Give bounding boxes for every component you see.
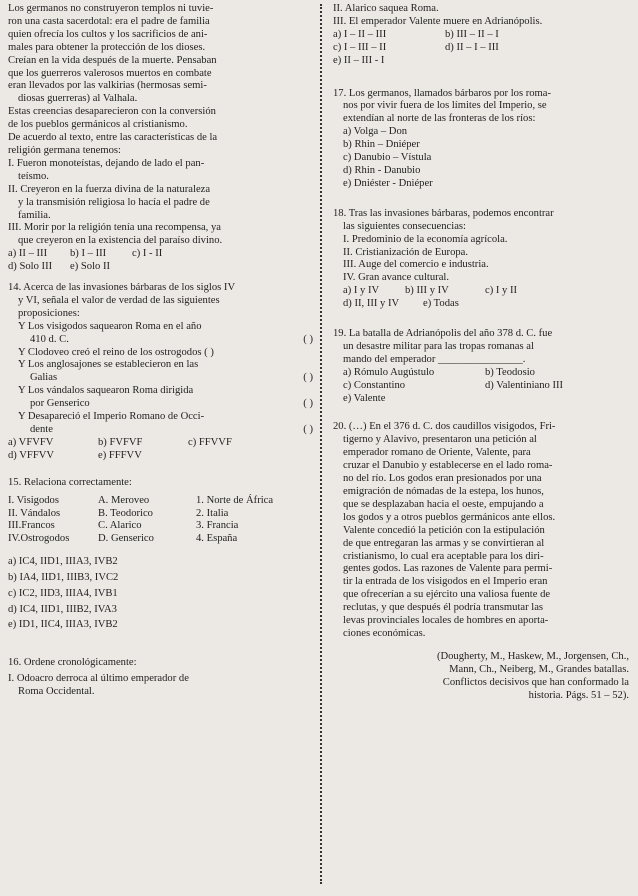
item-line: I. Fueron monoteístas, dejando de lado el pan- bbox=[8, 157, 205, 169]
text-line: emigración de nómadas de la estepa, los hunos, bbox=[343, 486, 544, 497]
question-title: 16. Ordene cronológicamente: bbox=[8, 657, 137, 669]
left-column bbox=[8, 3, 313, 699]
answer-option[interactable]: e) ID1, IIC4, IIIA3, IVB2 bbox=[8, 619, 118, 631]
answer-option[interactable]: b) I – III bbox=[70, 248, 107, 260]
q13-items bbox=[8, 158, 313, 248]
text-line: Creían en la vida después de la muerte. Pensaban bbox=[8, 54, 217, 66]
match-cell: 2. Italia bbox=[196, 507, 229, 519]
question-stem: mando del emperador ________________. bbox=[343, 353, 526, 365]
item-line: III. El emperador Valente muere en Adrianópolis. bbox=[333, 15, 543, 27]
item-line: II. Cristianización de Europa. bbox=[343, 246, 469, 258]
citation bbox=[333, 651, 629, 703]
proposition: Y Los visigodos saquearon Roma en el año bbox=[18, 320, 202, 332]
text-line: que los guerreros valerosos muertos en combate bbox=[8, 67, 212, 79]
answer-option[interactable]: e) II – III - I bbox=[333, 54, 385, 66]
proposition-cont bbox=[8, 372, 313, 385]
q16-options-row3 bbox=[333, 55, 629, 68]
answer-option[interactable]: b) III y IV bbox=[405, 285, 449, 297]
column-separator bbox=[320, 4, 322, 884]
text-line: gentes godos. Las razones de Valente para permi- bbox=[343, 563, 553, 575]
question-17 bbox=[333, 88, 629, 191]
answer-option[interactable]: a) Rómulo Augústulo bbox=[343, 366, 435, 378]
answer-option[interactable]: b) Teodosio bbox=[485, 366, 535, 378]
match-cell: 3. Francia bbox=[196, 520, 239, 532]
text-line: eran llevados por las valkirias (hermosas semi- bbox=[8, 80, 207, 92]
answer-option[interactable]: d) II, III y IV bbox=[343, 298, 400, 310]
proposition-text: dente bbox=[30, 424, 53, 435]
text-line: emperador romano de Oriente, Valente, para bbox=[343, 447, 531, 459]
answer-option[interactable]: d) Solo III bbox=[8, 261, 53, 273]
match-row bbox=[8, 520, 313, 533]
text-line: tigerno y Alavivo, presentaron una petición al bbox=[343, 434, 537, 446]
text-line: Valente concedió la petición con la estipulación bbox=[343, 524, 545, 536]
q13-options bbox=[8, 248, 313, 261]
q18-options-row2 bbox=[333, 298, 629, 311]
q14-options-row2 bbox=[8, 450, 313, 463]
question-stem: y VI, señala el valor de verdad de las siguientes bbox=[18, 294, 220, 306]
text-line: quien ofrecía los cultos y los sacrificios de ani- bbox=[8, 28, 208, 40]
text-line: cruzar el Danubio y establecerse en el lado roma- bbox=[343, 460, 553, 472]
item-line: I. Odoacro derroca al último emperador de bbox=[8, 673, 189, 685]
question-stem: 19. La batalla de Adrianópolis del año 378 d. C. fue bbox=[333, 328, 553, 340]
question-title: 15. Relaciona correctamente: bbox=[8, 476, 132, 488]
text-line: no del río. Los godos eran presionados por una bbox=[343, 473, 542, 485]
q19-options-row2 bbox=[333, 380, 629, 393]
item-line: que creyeron en la existencia del paraíso divino. bbox=[18, 235, 223, 247]
answer-option[interactable]: b) III – II – I bbox=[445, 28, 499, 40]
item-line: III. Morir por la religión tenía una recompensa, ya bbox=[8, 222, 221, 234]
question-stem: 17. Los germanos, llamados bárbaros por los roma- bbox=[333, 87, 552, 99]
match-cell: C. Alarico bbox=[98, 520, 142, 532]
text-line: 20. (…) En el 376 d. C. dos caudillos visigodos, Fri- bbox=[333, 421, 556, 433]
item-line: I. Predominio de la economía agrícola. bbox=[343, 233, 508, 245]
item-line: familia. bbox=[18, 209, 51, 221]
item-line: Roma Occidental. bbox=[18, 686, 95, 698]
answer-option[interactable]: e) Todas bbox=[423, 298, 459, 310]
question-15 bbox=[8, 477, 313, 634]
text-line: levas provinciales locales de hombres en aporta- bbox=[343, 615, 549, 627]
answer-blank[interactable]: ( ) bbox=[303, 372, 313, 384]
proposition-text: Galias bbox=[30, 372, 58, 384]
proposition-cont bbox=[8, 424, 313, 437]
question-stem: un desastre militar para las tropas romanas al bbox=[343, 340, 534, 352]
question-stem: extendían al norte de las fronteras de los ríos: bbox=[343, 113, 536, 125]
text-line: de que entregaran las armas y se convirtieran al bbox=[343, 537, 545, 549]
match-cell: 1. Norte de África bbox=[196, 494, 274, 506]
answer-option[interactable]: e) Dniéster - Dniéper bbox=[343, 177, 433, 189]
text-line: los godos y a otros pueblos germánicos ante ellos. bbox=[343, 511, 556, 523]
item-line: IV. Gran avance cultural. bbox=[343, 272, 449, 284]
q17-options bbox=[333, 126, 629, 191]
citation-line: Mann, Ch., Neiberg, M., Grandes batallas. bbox=[449, 663, 629, 675]
answer-option[interactable]: c) Constantino bbox=[343, 379, 406, 391]
answer-option[interactable]: c) FFVVF bbox=[188, 436, 232, 448]
right-column bbox=[333, 3, 629, 703]
answer-option[interactable]: e) FFFVV bbox=[98, 449, 142, 461]
proposition-cont bbox=[8, 398, 313, 411]
match-cell: D. Genserico bbox=[98, 533, 154, 545]
text-line: Estas creencias desaparecieron con la conversión bbox=[8, 106, 216, 118]
item-line: y la transmisión religiosa lo hacía el padre de bbox=[18, 196, 210, 208]
text-line: males para obtener la protección de los dioses. bbox=[8, 41, 206, 53]
q16-continued bbox=[333, 3, 629, 68]
text-line: religión germana tenemos: bbox=[8, 144, 121, 156]
answer-blank[interactable]: ( ) bbox=[303, 333, 313, 345]
match-row bbox=[8, 508, 313, 521]
answer-option[interactable]: d) Valentiniano III bbox=[485, 379, 564, 391]
answer-option[interactable]: c) I - II bbox=[132, 248, 163, 260]
q13-text bbox=[8, 3, 313, 158]
text-line: tir la entrada de los visigodos en el Imperio eran bbox=[343, 576, 548, 588]
answer-option[interactable]: b) IA4, IID1, IIIB3, IVC2 bbox=[8, 572, 119, 584]
text-line: de los pueblos germánicos al cristianismo. bbox=[8, 119, 188, 131]
text-line: ciones económicas. bbox=[343, 627, 426, 639]
q13-options-row2 bbox=[8, 261, 313, 274]
match-cell: A. Meroveo bbox=[98, 494, 150, 506]
text-line: que ofrecerían a su ejército una valiosa fuente de bbox=[343, 589, 551, 601]
citation-line: historia. Págs. 51 – 52). bbox=[528, 689, 629, 701]
q16-options-row2 bbox=[333, 42, 629, 55]
text-line: diosas guerreras) al Valhala. bbox=[18, 93, 138, 105]
match-cell: I. Visigodos bbox=[8, 494, 59, 506]
answer-option[interactable]: c) IC2, IID3, IIIA4, IVB1 bbox=[8, 587, 118, 599]
q19-options bbox=[333, 367, 629, 380]
answer-option[interactable]: a) Volga – Don bbox=[343, 126, 408, 138]
text-line: reclutas, y que después él podría transmutar las bbox=[343, 602, 544, 614]
text-line: que se desplazaban hacia el oeste, empujando a bbox=[343, 498, 544, 510]
citation-line: Conflictos decisivos que han conformado la bbox=[442, 676, 629, 688]
question-stem: las siguientes consecuencias: bbox=[343, 220, 466, 232]
q15-options bbox=[8, 554, 313, 633]
proposition: Y Los anglosajones se establecieron en las bbox=[18, 359, 199, 371]
item-line: II. Creyeron en la fuerza divina de la naturaleza bbox=[8, 183, 211, 195]
answer-option[interactable]: b) FVFVF bbox=[98, 436, 143, 448]
proposition-text: 410 d. C. bbox=[30, 333, 69, 345]
question-18 bbox=[333, 208, 629, 311]
question-stem: nos por vivir fuera de los límites del Imperio, se bbox=[343, 100, 547, 112]
match-cell: B. Teodorico bbox=[98, 507, 153, 519]
match-cell: 4. España bbox=[196, 533, 238, 545]
question-19 bbox=[333, 328, 629, 405]
answer-blank[interactable]: ( ) bbox=[303, 398, 313, 410]
question-16 bbox=[8, 657, 313, 699]
proposition: Y Clodoveo creó el reino de los ostrogodos ( ) bbox=[18, 346, 214, 358]
answer-option[interactable]: a) I – II – III bbox=[333, 28, 387, 40]
question-stem: 18. Tras las invasiones bárbaras, podemos encontrar bbox=[333, 207, 554, 219]
text-line: Los germanos no construyeron templos ni tuvie- bbox=[8, 3, 214, 14]
item-line: III. Auge del comercio e industria. bbox=[343, 259, 489, 271]
answer-option[interactable]: d) II – I – III bbox=[445, 41, 499, 53]
answer-option[interactable]: b) Rhin – Dniéper bbox=[343, 139, 420, 151]
question-14 bbox=[8, 282, 313, 463]
answer-option[interactable]: a) VFVFV bbox=[8, 436, 54, 448]
q18-options bbox=[333, 285, 629, 298]
answer-option[interactable]: d) Rhin - Danubio bbox=[343, 164, 421, 176]
answer-option[interactable]: a) II – III bbox=[8, 248, 48, 260]
answer-option[interactable]: d) IC4, IID1, IIIB2, IVA3 bbox=[8, 603, 117, 615]
answer-option[interactable]: a) IC4, IID1, IIIA3, IVB2 bbox=[8, 556, 118, 568]
text-line: cristianismo, lo cual era aceptable para los diri- bbox=[343, 550, 544, 562]
proposition-cont bbox=[8, 334, 313, 347]
answer-option[interactable]: c) Danubio – Vístula bbox=[343, 152, 432, 164]
answer-option[interactable]: c) I – III – II bbox=[333, 41, 387, 53]
q16-options bbox=[333, 29, 629, 42]
q18-items bbox=[333, 234, 629, 286]
match-table bbox=[8, 495, 313, 547]
answer-option[interactable]: e) Solo II bbox=[70, 261, 111, 273]
citation-line: (Dougherty, M., Haskew, M., Jorgensen, Ch., bbox=[436, 650, 629, 662]
match-cell: II. Vándalos bbox=[8, 507, 61, 519]
item-line: II. Alarico saquea Roma. bbox=[333, 3, 439, 14]
answer-option[interactable]: e) Valente bbox=[343, 392, 386, 404]
item-line: teísmo. bbox=[18, 170, 49, 182]
proposition: Y Los vándalos saquearon Roma dirigida bbox=[18, 385, 194, 397]
question-stem: proposiciones: bbox=[18, 307, 80, 319]
question-20 bbox=[333, 421, 629, 702]
match-cell: III.Francos bbox=[8, 520, 55, 532]
proposition-text: por Genserico bbox=[30, 398, 90, 410]
match-row bbox=[8, 533, 313, 546]
answer-blank[interactable]: ( ) bbox=[303, 424, 313, 435]
match-row bbox=[8, 495, 313, 508]
proposition: Y Desapareció el Imperio Romano de Occi- bbox=[18, 411, 205, 423]
answer-option[interactable]: d) VFFVV bbox=[8, 449, 55, 461]
answer-option[interactable]: c) I y II bbox=[485, 285, 518, 297]
question-stem: 14. Acerca de las invasiones bárbaras de los siglos IV bbox=[8, 282, 236, 294]
q14-options bbox=[8, 437, 313, 450]
q19-options-row3 bbox=[333, 393, 629, 406]
text-line: ron una casta sacerdotal: era el padre de familia bbox=[8, 15, 210, 27]
text-line: De acuerdo al texto, entre las características de la bbox=[8, 132, 218, 144]
match-cell: IV.Ostrogodos bbox=[8, 533, 70, 545]
answer-option[interactable]: a) I y IV bbox=[343, 285, 380, 297]
